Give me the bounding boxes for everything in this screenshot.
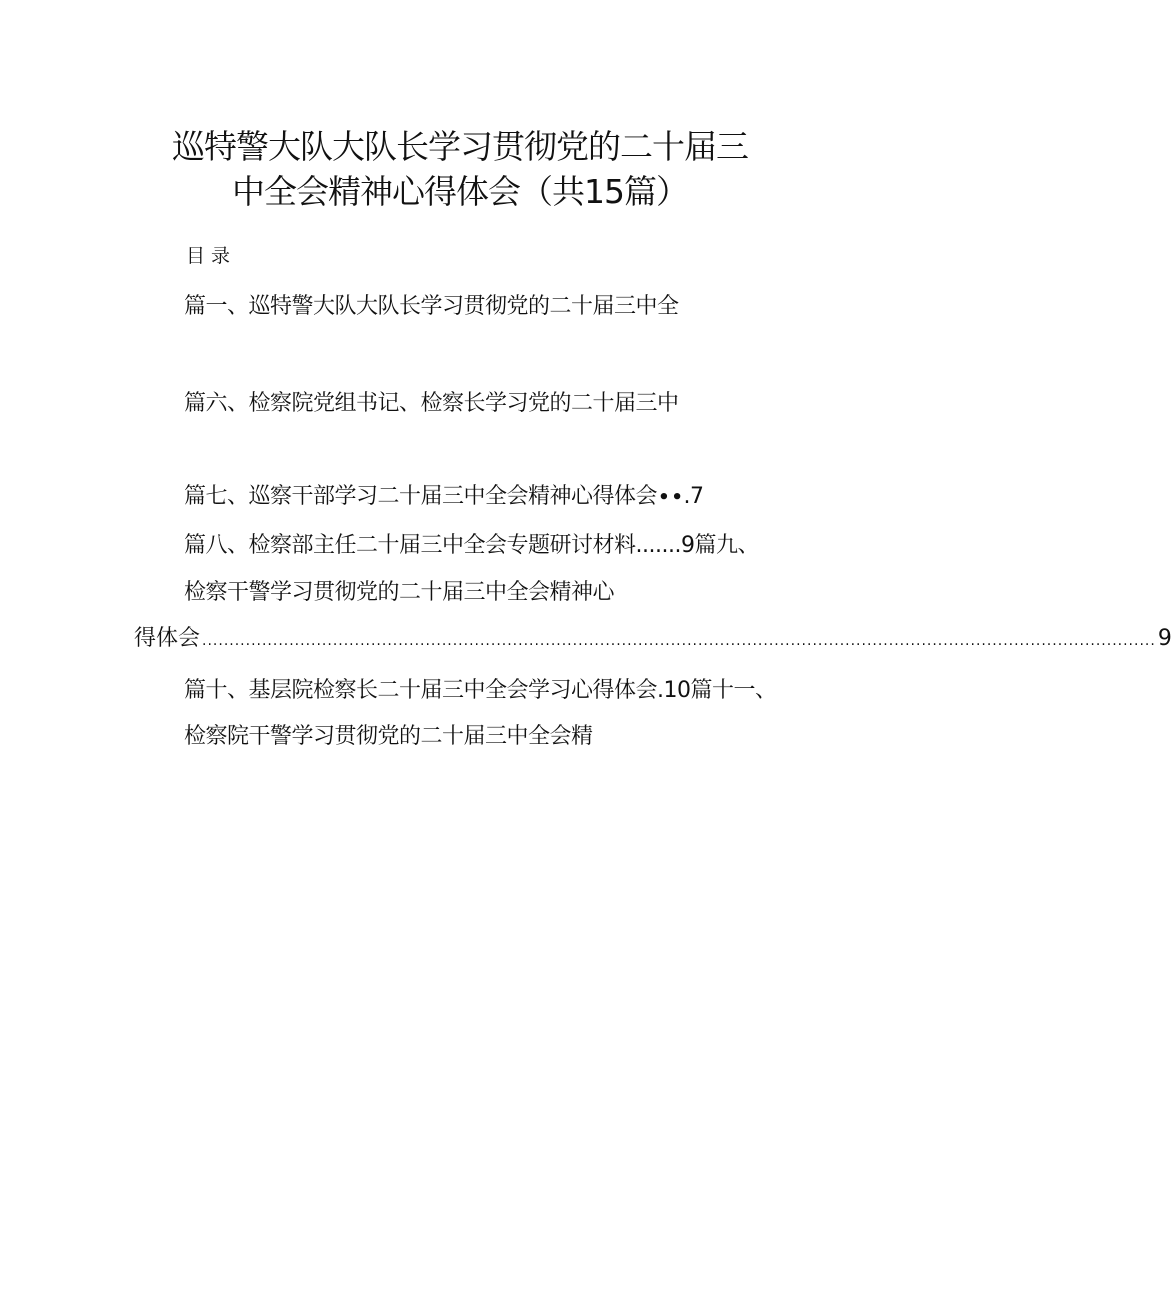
document-title-line-1: 巡特警大队大队长学习贯彻党的二十届三 bbox=[172, 127, 748, 166]
document-title-line-2: 中全会精神心得体会（共15篇） bbox=[232, 172, 688, 211]
toc-entry-6: 篇六、检察院党组书记、检察长学习党的二十届三中 bbox=[184, 391, 679, 416]
toc-entry-9: 检察干警学习贯彻党的二十届三中全会精神心 bbox=[184, 580, 615, 605]
toc-entry-1: 篇一、巡特警大队大队长学习贯彻党的二十届三中全 bbox=[184, 294, 679, 319]
toc-entry-9-continued bbox=[134, 624, 1172, 654]
toc-entry-8: 篇八、检察部主任二十届三中全会专题研讨材料.......9篇九、 bbox=[184, 533, 759, 558]
toc-page-number: 9 bbox=[1157, 626, 1172, 651]
toc-entry-9-tail: 得体会 bbox=[134, 626, 201, 651]
toc-entry-7: 篇七、巡察干部学习二十届三中全会精神心得体会∙∙.7 bbox=[184, 484, 704, 509]
toc-entry-10: 篇十、基层院检察长二十届三中全会学习心得体会.10篇十一、 bbox=[184, 678, 777, 703]
toc-dot-leader: ............................................................................................................................................................................... bbox=[202, 633, 1156, 649]
toc-entry-11: 检察院干警学习贯彻党的二十届三中全会精 bbox=[184, 724, 593, 749]
toc-heading: 目录 bbox=[186, 245, 237, 267]
